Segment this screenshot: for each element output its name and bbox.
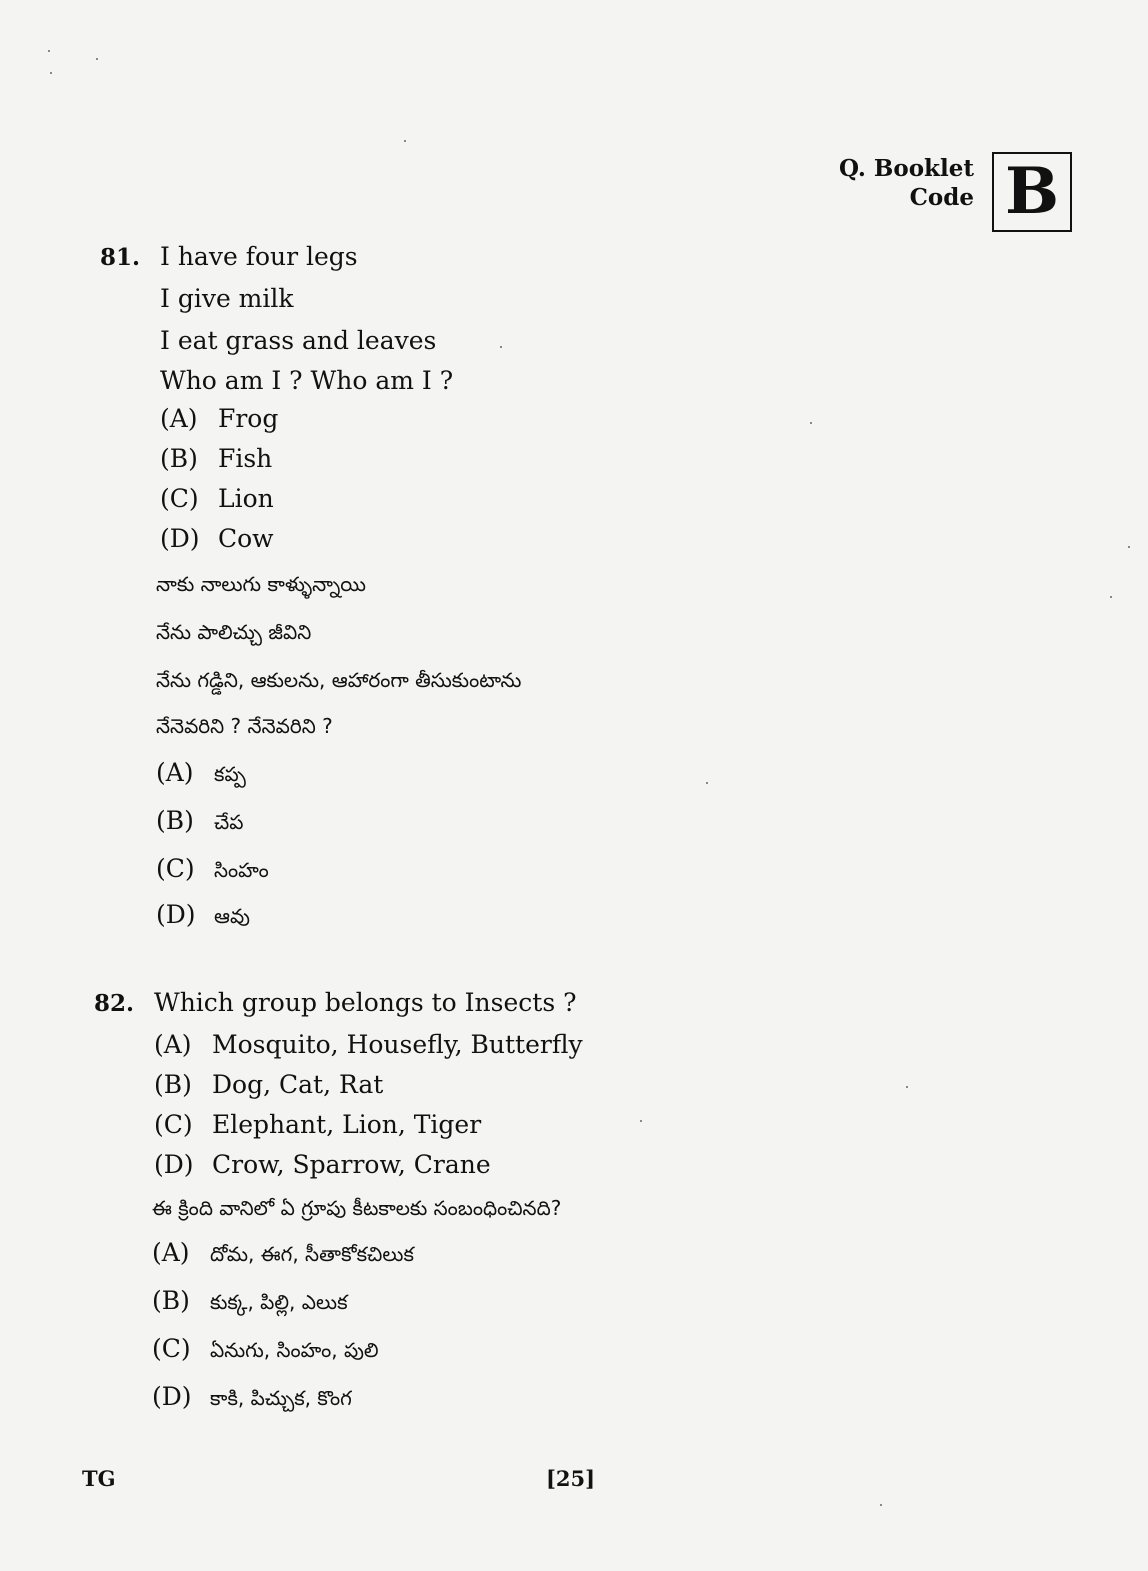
telugu-question-line: నేను పాలిచ్చు జీవిని	[156, 620, 312, 644]
scan-speck	[810, 422, 812, 424]
option-text: Mosquito, Housefly, Butterfly	[212, 1030, 583, 1059]
scan-speck	[404, 140, 406, 142]
option-letter: (C)	[160, 484, 199, 513]
option-text: కుక్క, పిల్లి, ఎలుక	[210, 1290, 348, 1314]
option-letter: (C)	[152, 1334, 191, 1363]
scan-speck	[640, 1120, 642, 1122]
question-text-line: Which group belongs to Insects ?	[154, 988, 577, 1017]
option-a	[160, 404, 278, 433]
option-b	[154, 1070, 383, 1099]
scan-speck	[1110, 596, 1112, 598]
option-letter: (D)	[160, 524, 200, 553]
option-text: Crow, Sparrow, Crane	[212, 1150, 491, 1179]
scan-speck	[706, 782, 708, 784]
question-text-line: I eat grass and leaves	[160, 326, 437, 355]
telugu-option-c	[152, 1334, 379, 1367]
scan-speck	[500, 346, 502, 348]
option-b	[160, 444, 272, 473]
question-text-line: I have four legs	[160, 242, 358, 271]
scan-speck	[50, 72, 52, 74]
question-text-line: Who am I ? Who am I ?	[160, 366, 454, 395]
telugu-question-line: నేనెవరిని ? నేనెవరిని ?	[156, 714, 333, 738]
option-text: Frog	[218, 404, 279, 433]
booklet-label-line2: Code	[909, 184, 974, 211]
option-letter: (B)	[152, 1286, 190, 1315]
option-letter: (B)	[154, 1070, 192, 1099]
option-text: కాకి, పిచ్చుక, కొంగ	[210, 1386, 352, 1410]
scan-speck	[906, 1086, 908, 1088]
option-c	[154, 1110, 481, 1139]
option-text: ఆవు	[214, 904, 250, 928]
option-a	[154, 1030, 583, 1059]
option-text: కప్ప	[214, 762, 246, 786]
option-letter: (D)	[154, 1150, 194, 1179]
option-letter: (C)	[156, 854, 195, 883]
scan-speck	[48, 50, 50, 52]
question-number: 81.	[100, 244, 141, 271]
option-d	[154, 1150, 491, 1179]
option-letter: (B)	[160, 444, 198, 473]
option-letter: (A)	[160, 404, 198, 433]
booklet-code-box: B	[992, 152, 1072, 232]
option-letter: (B)	[156, 806, 194, 835]
booklet-code-block	[839, 152, 1072, 232]
option-letter: (A)	[152, 1238, 190, 1267]
footer-code: TG	[82, 1466, 116, 1491]
option-text: Elephant, Lion, Tiger	[212, 1110, 482, 1139]
telugu-question-line: నేను గడ్డిని, ఆకులను, ఆహారంగా తీసుకుంటాను	[156, 668, 522, 692]
option-letter: (D)	[156, 900, 196, 929]
option-letter: (D)	[152, 1382, 192, 1411]
telugu-option-c	[156, 854, 269, 887]
telugu-question-line: ఈ క్రింది వానిలో ఏ గ్రూపు కీటకాలకు సంబంధించినది?	[152, 1196, 562, 1220]
option-text: Lion	[218, 484, 274, 513]
telugu-option-d	[152, 1382, 352, 1415]
scan-speck	[1128, 546, 1130, 548]
option-text: చేప	[214, 810, 244, 834]
page-number: [25]	[546, 1466, 596, 1491]
booklet-label-line1: Q. Booklet	[839, 155, 974, 182]
option-text: Dog, Cat, Rat	[212, 1070, 384, 1099]
scan-speck	[880, 1504, 882, 1506]
booklet-code-label	[839, 154, 974, 212]
option-letter: (A)	[154, 1030, 192, 1059]
telugu-option-d	[156, 900, 250, 933]
option-text: సింహం	[214, 858, 269, 882]
option-text: Cow	[218, 524, 274, 553]
telugu-option-a	[156, 758, 246, 791]
option-text: Fish	[218, 444, 273, 473]
option-letter: (A)	[156, 758, 194, 787]
telugu-option-b	[156, 806, 243, 839]
question-number: 82.	[94, 990, 135, 1017]
option-d	[160, 524, 274, 553]
telugu-question-line: నాకు నాలుగు కాళ్ళున్నాయి	[156, 572, 366, 596]
question-text-line: I give milk	[160, 284, 294, 313]
telugu-option-a	[152, 1238, 414, 1271]
option-text: దోమ, ఈగ, సీతాకోకచిలుక	[210, 1242, 414, 1266]
option-c	[160, 484, 274, 513]
scan-speck	[96, 58, 98, 60]
telugu-option-b	[152, 1286, 348, 1319]
option-letter: (C)	[154, 1110, 193, 1139]
option-text: ఏనుగు, సింహం, పులి	[210, 1338, 379, 1362]
